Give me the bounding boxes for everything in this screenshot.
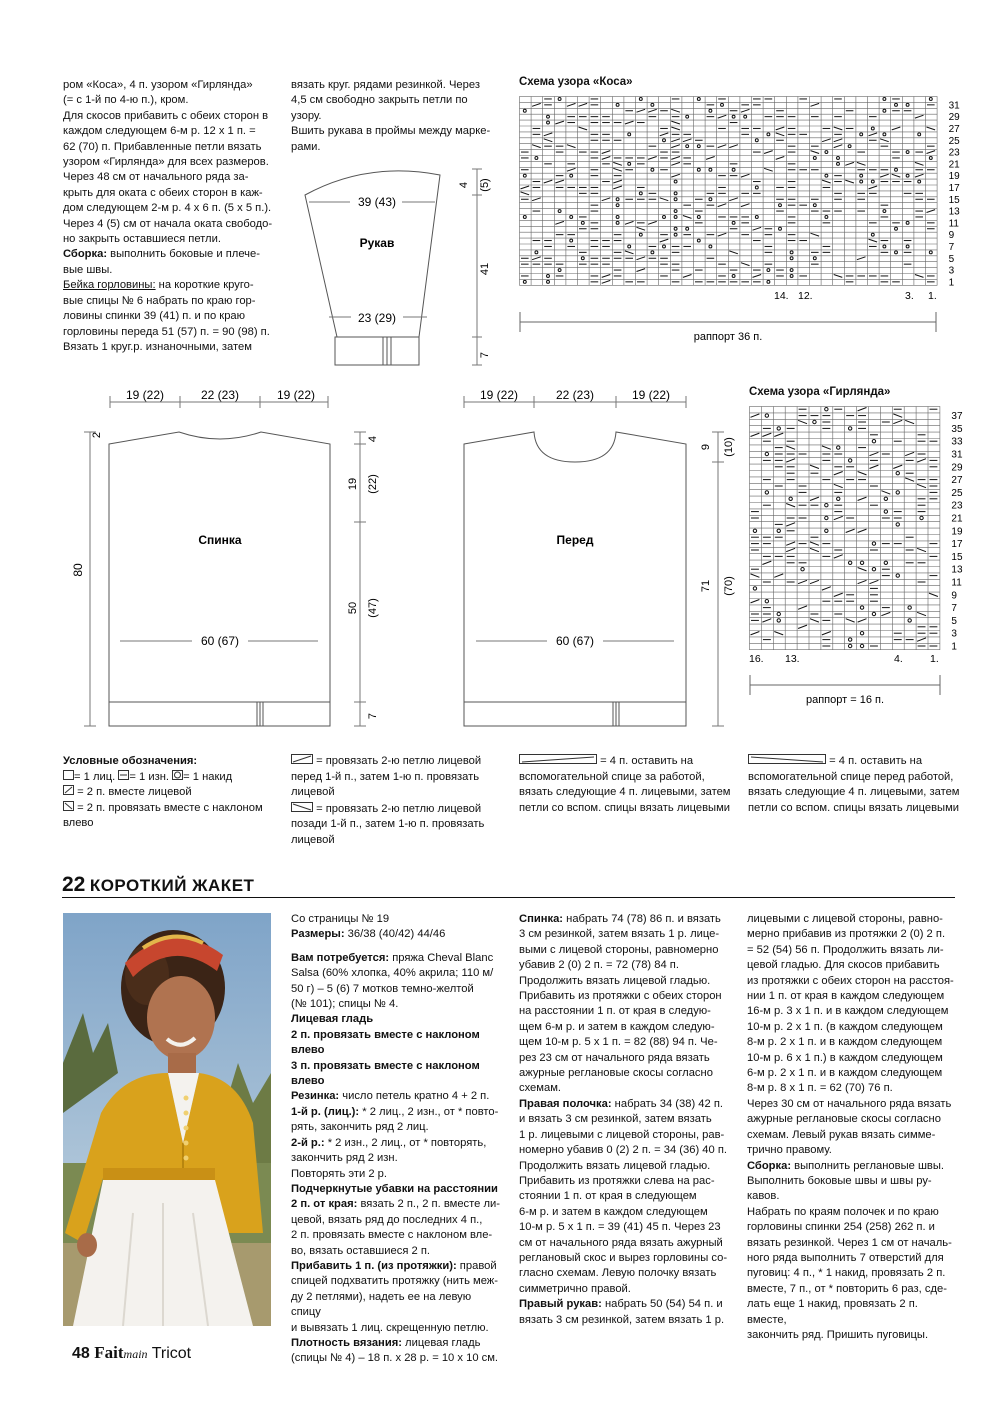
text-line: ажурные реглановые скосы согласно	[747, 1113, 941, 1126]
text-line: узору.	[291, 109, 322, 122]
kosa-chart	[519, 96, 974, 354]
text-line: цевой, вязать ряд до последних 4 п.,	[291, 1213, 483, 1226]
right-sleeve-line: Правый рукав: набрать 50 (54) 54 п. и	[519, 1298, 723, 1311]
text-column-1	[63, 78, 273, 355]
girl-chart-title: Схема узора «Гирлянда»	[749, 386, 891, 398]
text-line: рами.	[291, 140, 321, 153]
legend-row: вязать следующие 4 п. лицевыми, затем	[748, 786, 960, 798]
cross-right-icon	[291, 754, 313, 764]
chart-row-label: 33	[951, 436, 963, 448]
text-line: лицевыми с лицевой стороны, равно-	[747, 913, 943, 925]
back-line: Спинка: набрать 74 (78) 86 п. и вязать	[519, 913, 721, 925]
text-line: 6-м р. 2 х 1 п. и в каждом следующем	[747, 1067, 943, 1080]
text-line: Вязать 1 круг.р. изнаночными, затем	[63, 340, 252, 353]
legend-row: = 4 п. оставить на	[748, 754, 960, 770]
text-line: 8-м р. 2 х 1 п. и в каждом следующем	[747, 1036, 943, 1049]
text-line: симметрично правой.	[519, 1282, 631, 1295]
back-w3: 19 (22)	[276, 388, 316, 402]
text-line: вые спицы № 6 набрать по краю гор-	[63, 294, 256, 307]
legend-cable-front	[748, 754, 960, 816]
front-w3: 19 (22)	[631, 388, 671, 402]
cable-front-icon	[748, 754, 826, 764]
text-line: Salsa (60% хлопка, 40% акрила; 110 м/	[291, 967, 494, 980]
text-line: дом следующем 2-м р. 4 х 6 п. (5 х 5 п.).	[63, 202, 272, 215]
front-w1: 19 (22)	[479, 388, 519, 402]
stitch-heading: 3 п. провязать вместе с наклоном влево	[291, 1059, 480, 1088]
kosa-chart-title: Схема узора «Коса»	[519, 76, 633, 88]
kosa-col-label: 14.	[774, 290, 789, 302]
page-number: 48	[72, 1345, 90, 1362]
legend-row: вспомогательной спице перед работой,	[748, 770, 954, 783]
chart-row-label: 3	[951, 628, 957, 640]
text-line: ром «Коса», 4 п. узором «Гирлянда»	[63, 79, 253, 91]
text-line: горловины переда 51 (57) п. = 90 (98) п.	[63, 325, 270, 338]
chart-row-label: 29	[951, 462, 963, 474]
text-line: Набрать по краям полочек и по краю	[747, 1205, 939, 1218]
text-line: во, вязать оставшиеся 2 п.	[291, 1244, 430, 1257]
model-photo-illustration	[63, 913, 271, 1326]
text-line: Через 4 (5) см от начала оката свободо-	[63, 217, 273, 230]
front-label: Перед	[556, 533, 594, 547]
chart-row-label: 5	[948, 253, 955, 265]
text-line: ажурные реглановые скосы согласно	[519, 1067, 713, 1080]
text-line: горловины спинки 254 (258) 262 п. и	[747, 1221, 935, 1234]
legend-row: = 1 лиц. = 1 изн. = 1 накид	[63, 770, 283, 786]
text-line: и вязать 3 см резинкой, затем вязать	[519, 1113, 712, 1126]
chart-row-label: 15	[951, 551, 963, 563]
legend-row: влево	[63, 817, 94, 829]
sleeve-dim-top2: (5)	[479, 178, 491, 192]
back-w1: 19 (22)	[125, 388, 165, 402]
text-line: 4,5 см свободно закрыть петли по	[291, 94, 468, 107]
text-line: но закрыть оставшиеся петли.	[63, 233, 221, 246]
text-line: закончить ряд 2 изн.	[291, 1152, 398, 1165]
front-diagram	[450, 384, 750, 734]
chart-row-label: 1	[948, 277, 955, 289]
right-front-line: Правая полочка: набрать 34 (38) 42 п.	[519, 1097, 724, 1110]
text-line: 6-м р. и затем в каждом следующем	[519, 1205, 708, 1218]
chart-row-label: 3	[948, 265, 955, 277]
girl-col-label: 1.	[930, 653, 939, 665]
sleeve-dim-top: 4	[458, 181, 470, 189]
stitch-heading: Подчеркнутые убавки на расстоянии	[291, 1182, 498, 1195]
inc-line: Прибавить 1 п. (из протяжки): правой	[291, 1259, 497, 1272]
text-line: из протяжки с обеих сторон на расстоя-	[747, 974, 954, 987]
chart-row-label: 15	[948, 194, 960, 206]
text-line: и вывязать 1 лиц. скрещенную петлю.	[291, 1321, 489, 1334]
legend-row: = 2 п. вместе лицевой	[63, 785, 283, 801]
text-line: 62 (70) п. Прибавленные петли вязать	[63, 140, 262, 153]
text-line: 50 г) – 5 (6) 7 мотков темно-желтой	[291, 982, 474, 995]
text-line: 10-м р. 5 х 1 п. = 39 (41) 45 п. Через 23	[519, 1221, 721, 1234]
text-line: рять, закончить ряд 2 лиц.	[291, 1121, 429, 1134]
section-title: КОРОТКИЙ ЖАКЕТ	[89, 876, 255, 895]
chart-row-label: 23	[948, 147, 960, 159]
text-line: ного ряда выполнить 7 отверстий для	[747, 1251, 944, 1264]
dec-line: 2 п. от края: вязать 2 п., 2 п. вместе ли-	[291, 1198, 500, 1211]
text-line: вязать резинкой. Через 1 см от началь-	[747, 1236, 952, 1249]
chart-row-label: 11	[951, 577, 962, 589]
text-line: вые швы.	[63, 263, 113, 276]
text-line: номерно убавив 0 (2) 2 п. = 34 (36) 40 п.	[519, 1144, 728, 1157]
text-line: 2 п. провязать вместе с наклоном вле-	[291, 1229, 493, 1242]
girl-col-label: 4.	[894, 653, 903, 665]
front-h-body: 71	[700, 579, 712, 593]
bottom-column-3	[747, 912, 959, 1343]
text-line: 8-м р. 8 х 1 п. = 62 (70) 76 п.	[747, 1082, 893, 1095]
back-h-body: 50	[347, 601, 359, 615]
text-line: реглановый скос и вырез горловины со-	[519, 1251, 728, 1264]
chart-row-label: 7	[948, 241, 955, 253]
brand-name: Fait	[94, 1343, 124, 1362]
legend-row: = 4 п. оставить на	[519, 754, 731, 770]
text-line: вязать круг. рядами резинкой. Через	[291, 79, 480, 91]
text-line: 3 см резинкой, затем вязать 1 р. лице-	[519, 928, 720, 941]
text-line: кавов.	[747, 1190, 780, 1203]
chart-row-label: 1	[951, 641, 957, 653]
sleeve-dim-mid: 41	[479, 262, 491, 276]
text-line: Продолжить вязать лицевой гладью.	[519, 1159, 711, 1172]
legend-row: позади 1-й п., затем 1-ю п. провязать	[291, 818, 485, 830]
text-line: (= с 1-й по 4-ю п.), кром.	[63, 94, 189, 107]
girl-rapport: раппорт = 16 п.	[805, 694, 885, 706]
legend-row: = провязать 2-ю петлю лицевой	[291, 754, 501, 770]
assembly-label: Сборка:	[63, 248, 108, 261]
text-line: спицей подхватить протяжку (нить меж-	[291, 1275, 499, 1288]
text-line: нии 1 п. от края в каждом следующем	[747, 990, 945, 1003]
front-h-neck: 9	[700, 443, 712, 451]
model-photo	[63, 913, 271, 1326]
back-h-top: 4	[367, 435, 379, 443]
purl-symbol-icon	[118, 770, 129, 780]
text-line: щем 10-м р. 5 х 1 п. = 82 (88) 94 п. Че-	[519, 1036, 718, 1049]
row2-line: 2-й р.: * 2 изн., 2 лиц., от * повторять,	[291, 1136, 487, 1149]
text-line: схемам.	[519, 1082, 561, 1095]
kosa-col-label: 12.	[798, 290, 813, 302]
front-h-body2: (70)	[723, 576, 735, 596]
sleeve-label: Рукав	[359, 236, 395, 250]
k2tog-icon	[63, 785, 74, 795]
text-line: Через 48 см от начального ряда за-	[63, 171, 249, 184]
neck-paragraph: Бейка горловины: на короткие круго-	[63, 279, 254, 292]
legend-cross-1	[291, 754, 501, 848]
chart-row-label: 23	[951, 500, 963, 512]
text-line: Для скосов прибавить с обеих сторон в	[63, 109, 269, 122]
chart-row-label: 19	[951, 526, 963, 538]
chart-row-label: 29	[948, 112, 960, 124]
chart-row-label: 37	[951, 411, 963, 423]
ssk-icon	[63, 801, 74, 811]
text-line: 1 р. лицевыми с лицевой стороны, рав-	[519, 1128, 725, 1141]
legend-title: Условные обозначения:	[63, 755, 198, 767]
text-line: Продолжить вязать лицевой гладью.	[519, 974, 711, 987]
back-h-arm2: (22)	[367, 474, 379, 494]
stitch-heading: Лицевая гладь	[291, 1013, 374, 1026]
text-line: щем 6-м р. и затем в каждом следую-	[519, 1020, 715, 1033]
back-h-body2: (47)	[367, 598, 379, 618]
sleeve-width-top: 39 (43)	[357, 195, 397, 209]
text-column-2	[291, 78, 501, 155]
materials-line: Вам потребуется: пряжа Cheval Blanc	[291, 951, 494, 964]
sleeve-dim-bottom: 7	[479, 351, 491, 359]
kosa-col-label: 3.	[905, 290, 914, 302]
text-line: лать еще 1 накид, провязать 2 п. вместе,	[747, 1298, 918, 1326]
brand-suffix: Tricot	[151, 1345, 192, 1362]
front-width: 60 (67)	[555, 634, 595, 648]
text-line: рез 23 см от начального ряда вязать	[519, 1051, 710, 1064]
legend-row: лицевой	[291, 786, 335, 798]
text-line: Со страницы № 19	[291, 913, 390, 925]
cross-left-icon	[291, 802, 313, 812]
girl-col-label: 16.	[749, 653, 764, 665]
text-line: Повторять эти 2 р.	[291, 1167, 387, 1180]
text-line: закончить ряд. Пришить пуговицы.	[747, 1328, 929, 1341]
back-diagram	[60, 384, 390, 734]
chart-row-label: 9	[951, 590, 957, 602]
gauge-line: Плотность вязания: лицевая гладь	[291, 1336, 481, 1349]
text-line: крыть для оката с обеих сторон в каж-	[63, 186, 263, 199]
text-line: каждом следующем 6-м р. 12 х 1 п. =	[63, 125, 256, 138]
assembly-line: Сборка: выполнить реглановые швы.	[747, 1159, 945, 1172]
text-line: вместе, 7 п., от * повторить 6 раз, сде-	[747, 1282, 947, 1295]
text-line: Вшить рукава в проймы между марке-	[291, 125, 491, 138]
text-line: убавив 2 (0) 2 п. = 72 (78) 84 п.	[519, 959, 679, 972]
text-line: (спицы № 4) – 18 п. х 28 р. = 10 х 10 см.	[291, 1352, 499, 1365]
chart-row-label: 31	[951, 449, 963, 461]
cable-back-icon	[519, 754, 597, 764]
chart-row-label: 13	[948, 206, 960, 218]
text-line: 16-м р. 3 х 1 п. и в каждом следующем	[747, 1005, 949, 1018]
chart-row-label: 11	[948, 218, 959, 230]
chart-row-label: 9	[948, 230, 955, 242]
section-header	[62, 873, 955, 898]
text-line: ду 2 петлями), надеть ее на левую спицу	[291, 1290, 472, 1319]
legend-row: вязать следующие 4 п. лицевыми, затем	[519, 786, 731, 798]
page-footer: 48 Faitmain Tricot	[72, 1343, 192, 1362]
text-line: см от начального ряда вязать ажурный	[519, 1236, 723, 1249]
neck-label: Бейка горловины:	[63, 279, 156, 292]
stitch-heading: 2 п. провязать вместе с наклоном влево	[291, 1028, 480, 1057]
chart-row-label: 19	[948, 171, 960, 183]
text-line: цевой гладью. Для скосов прибавить	[747, 959, 940, 972]
text-line: стоянии 1 п. от края в следующем	[519, 1190, 697, 1203]
text-line: выми с лицевой стороны, равномерно	[519, 943, 719, 956]
legend-row: петли со вспом. спицы вязать лицевыми	[748, 801, 960, 814]
chart-row-label: 27	[951, 475, 963, 487]
assembly-paragraph: Сборка: выполнить боковые и плече-	[63, 248, 260, 261]
chart-row-label: 21	[948, 159, 960, 171]
section-number: 22	[62, 873, 86, 896]
legend	[63, 754, 283, 832]
kosa-col-label: 1.	[928, 290, 937, 302]
front-w2: 22 (23)	[555, 388, 595, 402]
text-line: вязать 3 см резинкой, затем вязать 1 р.	[519, 1313, 725, 1326]
back-h-neck: 2	[91, 431, 103, 439]
front-h-neck2: (10)	[723, 437, 735, 457]
back-h-arm: 19	[347, 477, 359, 491]
rib-line: Резинка: число петель кратно 4 + 2 п.	[291, 1090, 490, 1103]
chart-row-label: 17	[948, 182, 960, 194]
back-label: Спинка	[198, 533, 242, 547]
text-line: на расстоянии 1 п. от края в следую-	[519, 1005, 711, 1018]
text-line: схемам. Левый рукав вязать симме-	[747, 1128, 936, 1141]
chart-row-label: 25	[951, 487, 963, 499]
text-line: мерно прибавив из протяжки 2 (0) 2 п.	[747, 928, 946, 941]
text-line: Через 30 см от начального ряда вязать	[747, 1097, 952, 1110]
chart-row-label: 13	[951, 564, 963, 576]
chart-row-label: 25	[948, 135, 960, 147]
row1-line: 1-й р. (лиц.): * 2 лиц., 2 изн., от * повто-	[291, 1105, 499, 1118]
chart-row-label: 35	[951, 423, 963, 435]
legend-row: лицевой	[291, 833, 335, 846]
chart-row-label: 5	[951, 615, 957, 627]
sizes-line: Размеры: 36/38 (40/42) 44/46	[291, 928, 446, 941]
legend-row: вспомогательной спице за работой,	[519, 770, 705, 783]
bottom-column-2	[519, 912, 731, 1328]
text-line: = 52 (54) 56 п. Продолжить вязать ли-	[747, 943, 944, 956]
text-line: Прибавить из протяжки слева на рас-	[519, 1174, 715, 1187]
sleeve-width-bottom: 23 (29)	[357, 311, 397, 325]
legend-cable-back	[519, 754, 731, 816]
chart-row-label: 7	[951, 603, 957, 615]
text-line: Прибавить из протяжки с обеих сторон	[519, 990, 722, 1003]
legend-row: петли со вспом. спицы вязать лицевыми	[519, 801, 731, 814]
back-h-total: 80	[71, 563, 85, 577]
girl-col-label: 13.	[785, 653, 800, 665]
text-line: 10-м р. 6 х 1 п.) в каждом следующем	[747, 1051, 943, 1064]
back-w2: 22 (23)	[200, 388, 240, 402]
chart-row-label: 31	[948, 100, 960, 112]
text-line: 10-м р. 2 х 1 п. (в каждом следующем	[747, 1020, 943, 1033]
girl-chart	[749, 406, 989, 711]
chart-row-label: 17	[951, 539, 963, 551]
text-line: гласно схемам. Левую полочку вязать	[519, 1267, 717, 1280]
chart-row-label: 21	[951, 513, 963, 525]
text-line: Выполнить боковые швы и швы ру-	[747, 1174, 932, 1187]
kosa-rapport: раппорт 36 п.	[693, 331, 763, 343]
text-line: ловины спинки 39 (41) п. и по краю	[63, 310, 246, 323]
knit-symbol-icon	[63, 770, 74, 780]
legend-row: перед 1-й п., затем 1-ю п. провязать	[291, 770, 480, 783]
legend-row: = 2 п. провязать вместе с наклоном	[63, 801, 283, 817]
back-width: 60 (67)	[200, 634, 240, 648]
text-line: (№ 101); спицы № 4.	[291, 998, 399, 1011]
sleeve-diagram	[295, 165, 510, 375]
text-line: пуговиц: 4 п., * 1 накид, провязать 2 п.	[747, 1267, 946, 1280]
text-line: узором «Гирлянда» для всех размеров.	[63, 156, 269, 169]
bottom-column-1	[291, 912, 503, 1367]
chart-row-label: 27	[948, 123, 960, 135]
legend-row: = провязать 2-ю петлю лицевой	[291, 802, 501, 818]
text-line: трично правому.	[747, 1144, 832, 1157]
yarn-over-icon	[172, 770, 183, 780]
back-h-rib: 7	[367, 712, 379, 720]
